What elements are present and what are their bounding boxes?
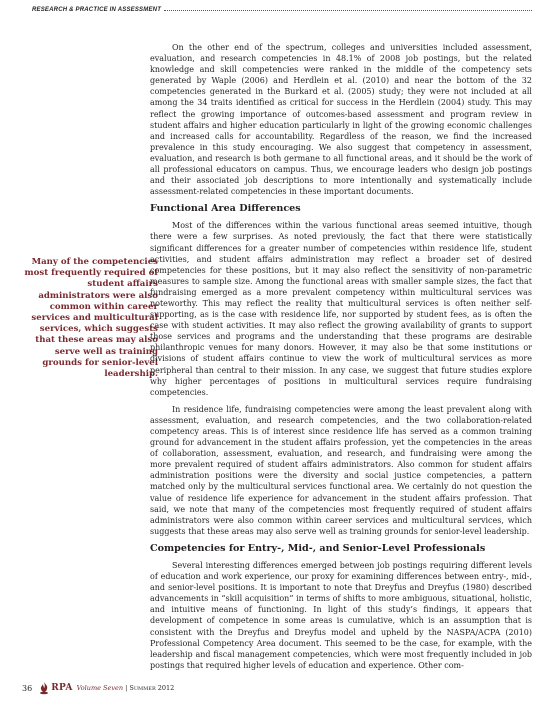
flame-logo-icon xyxy=(37,681,51,695)
paragraph-2: Most of the differences within the various functional areas seemed intuitive, though there were a few surprises. As noted previously, the fact that there were statistically significant differences for a greater number of competencies within residence life, student activities, and student affairs administration may reflect a broader set of desired competencies for these positions, but it may also reflect the sensitivity of non-parametric measures to sample size. Among the functional areas with smaller sample sizes, the fact that fundraising emerged as a more prevalent competency within multicultural services was noteworthy. This may reflect the reality that multicultural services is often neither self-supporting, as is the case with residence life, nor supported by student fees, as is often the case with student activities. It may also reflect the growing availability of grants to support those services and programs and the understanding that these programs are desirable philanthropic venues for many donors. However, it may also be that some institutions or divisions of student affairs continue to view the work of multicultural services as more peripheral than central to their mission. In any case, we suggest that future studies explore why higher percentages of positions in multicultural services require fundraising competencies. xyxy=(150,221,532,397)
rpa-logo xyxy=(37,681,72,695)
journal-info xyxy=(77,684,175,692)
page-footer xyxy=(22,678,174,698)
pull-quote: Many of the competencies most frequently required of student affairs administrators were also common within career services and multicultural services, which suggests that these areas may also serve well as training grounds for senior-level leadership. xyxy=(24,257,158,380)
header-label: RESEARCH & PRACTICE IN ASSESSMENT xyxy=(32,7,162,13)
journal-issue: Summer 2012 xyxy=(129,684,175,692)
running-header xyxy=(32,4,532,16)
journal-volume: Volume Seven xyxy=(76,684,124,692)
section-heading-competencies: Competencies for Entry-, Mid-, and Senior-Level Professionals xyxy=(150,542,486,554)
article-body xyxy=(150,42,532,671)
paragraph-1: On the other end of the spectrum, colleges and universities included assessment, evaluation, and research competencies in 48.1% of 2008 job postings, but the related knowledge and skill competencies were ranked in the middle of the competency sets generated by Waple (2006) and Herdlein et al. (2010) and near the bottom of the 32 competencies generated in the Burkard et al. (2005) study; they were not included at all among the 34 traits identified as critical for success in the Herdlein (2004) study. This may reflect the growing importance of outcomes-based assessment and program review in student affairs and higher education particularly in light of the growing economic challenges and increased calls for accountability. Regardless of the reason, we find the increased prevalence in this study encouraging. We also suggest that competency in assessment, evaluation, and research is both germane to all functional areas, and it should be the work of all professional educators on campus. Thus, we encourage leaders who design job postings and their associated job descriptions to more intentionally and systematically include assessment-related competencies in these important documents. xyxy=(150,43,532,197)
header-dotted-rule xyxy=(164,10,532,11)
footer-separator: | xyxy=(125,684,128,692)
logo-text: RPA xyxy=(51,683,73,693)
paragraph-4: Several interesting differences emerged between job postings requiring different levels of education and work experience, our proxy for examining differences between entry-, mid-, and senior-level positions. It is important to note that Dreyfus and Dreyfus (1980) described advancements in “skill acquisition” in terms of shifts to more ambiguous, situational, holistic, and intuitive means of functioning. In light of this study’s findings, it appears that development of competence in some areas is cumulative, which is an assumption that is consistent with the Dreyfus and Dreyfus model and upheld by the NASPA/ACPA (2010) Professional Competency Area document. This seemed to be the case, for example, with the leadership and fiscal management competencies, which were most frequently included in job postings that required higher levels of education and experience. Other com- xyxy=(150,560,532,670)
section-heading-functional-area: Functional Area Differences xyxy=(150,203,301,215)
page-number: 36 xyxy=(22,683,33,693)
paragraph-3: In residence life, fundraising competencies were among the least prevalent along with assessment, evaluation, and research competencies, and the two collaboration-related competency areas. This is of interest since residence life has served as a common training ground for advancement in the student affairs profession, yet the competencies in the areas of collaboration, assessment, evaluation, and research, and fundraising were among the more prevalent required of student affairs administrators. Also common for student affairs administration positions were the diversity and social justice competencies, a pattern matched only by the multicultural services functional area. We certainly do not question the value of residence life experience for advancement in the student affairs profession. That said, we note that many of the competencies most frequently required of student affairs administrators were also common within career services and multicultural services, which suggests that these areas may also serve well as training grounds for senior-level leadership. xyxy=(150,404,532,536)
